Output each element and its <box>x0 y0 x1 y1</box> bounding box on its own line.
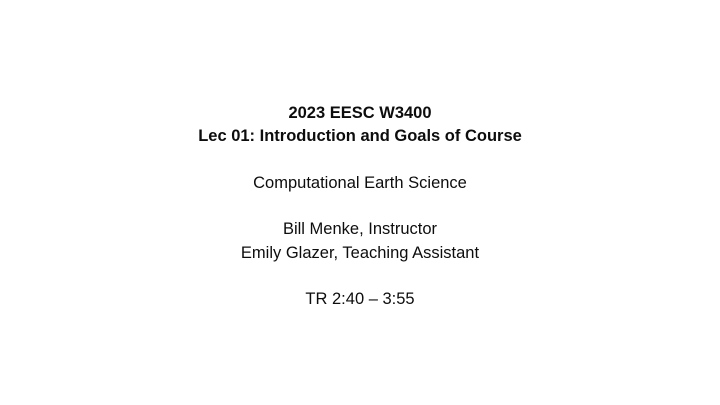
slide-title-line-1: 2023 EESC W3400 <box>288 104 432 122</box>
slide-spacer-3 <box>0 265 720 288</box>
slide-instructor: Bill Menke, Instructor <box>282 220 438 239</box>
slide-teaching-assistant: Emily Glazer, Teaching Assistant <box>240 243 480 262</box>
slide-spacer-2 <box>0 195 720 218</box>
slide-text-block <box>0 102 720 312</box>
slide-spacer-1 <box>0 149 720 172</box>
slide-course-name: Computational Earth Science <box>253 173 467 192</box>
slide-meeting-time: TR 2:40 – 3:55 <box>305 290 415 309</box>
slide-title-line-2: Lec 01: Introduction and Goals of Course <box>198 127 522 146</box>
